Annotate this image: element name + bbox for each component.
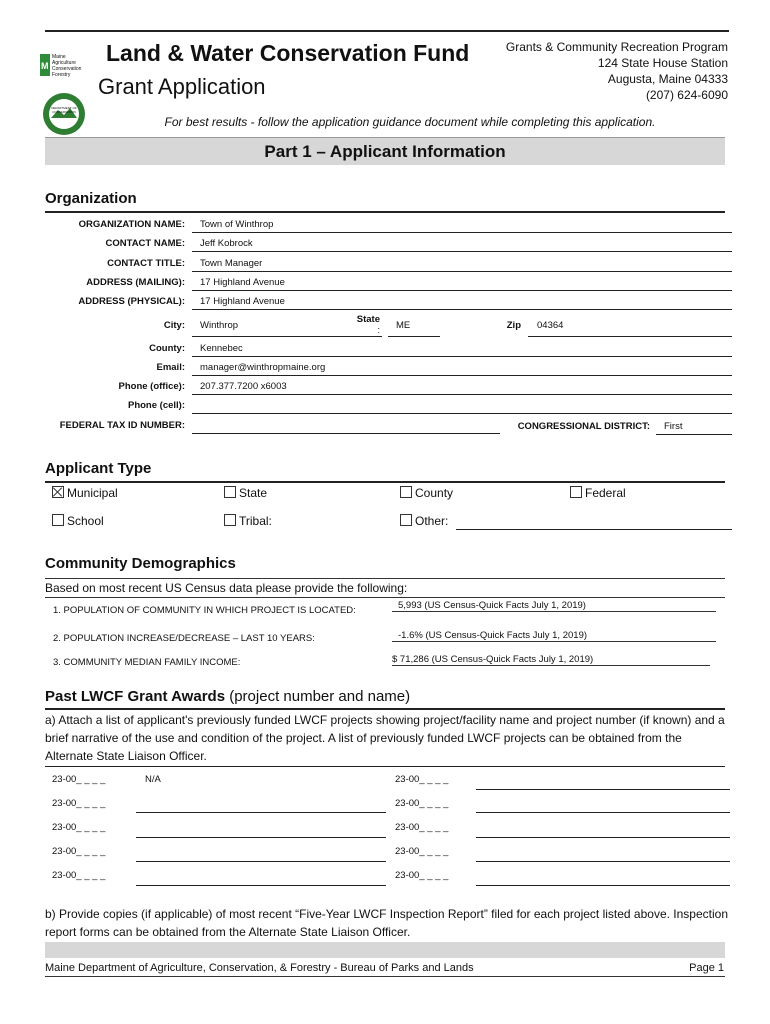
demographics-heading: Community Demographics	[45, 555, 236, 572]
grant-number-label: 23-00_ _ _ _	[395, 774, 449, 785]
phone-line: (207) 624-6090	[645, 88, 728, 102]
zip-field[interactable]: 04364	[537, 320, 564, 331]
field-underline	[192, 232, 732, 233]
grant-name-field[interactable]	[136, 861, 386, 862]
option-label: State	[239, 486, 268, 500]
seal-text: DEPARTMENT OF CONSERVATION	[51, 106, 77, 114]
field-underline	[192, 251, 732, 252]
inspection-report-instructions: b) Provide copies (if applicable) of most recent “Five-Year LWCF Inspection Report” filed for each project listed above. Inspection report forms can be obtained from the Alternate State Liaison Officer.	[45, 907, 728, 939]
applicant-type-county[interactable]	[400, 486, 453, 500]
checkbox-icon[interactable]	[400, 514, 412, 526]
past-awards-instructions: a) Attach a list of applicant's previously funded LWCF projects showing project/facility name and project number (if known) and a brief narrative of the use and condition of the project. A list of previously funded LWCF projects can be obtained from the Alternate State Liaison Officer.	[45, 713, 725, 763]
field-underline	[192, 290, 732, 291]
median-income-question: 3. COMMUNITY MEDIAN FAMILY INCOME:	[53, 657, 241, 668]
program-name: Grants & Community Recreation Program	[505, 40, 728, 54]
field-underline	[192, 433, 500, 434]
physical-address-field[interactable]: 17 Highland Avenue	[200, 296, 285, 307]
demographics-row	[45, 599, 725, 621]
logo-line: Conservation	[52, 66, 82, 72]
grant-number-label: 23-00_ _ _ _	[395, 846, 449, 857]
part-title: Part 1 – Applicant Information	[45, 137, 725, 165]
header-rule	[45, 30, 729, 32]
contact-title-label: CONTACT TITLE:	[107, 258, 185, 269]
address-line: 124 State House Station	[597, 56, 728, 70]
field-underline	[192, 375, 732, 376]
field-underline	[192, 309, 732, 310]
department-seal	[42, 92, 86, 136]
zip-label: Zip	[506, 320, 521, 331]
grant-number-label: 23-00_ _ _ _	[52, 846, 106, 857]
applicant-type-tribal[interactable]	[224, 514, 272, 528]
grant-number-label: 23-00_ _ _ _	[395, 870, 449, 881]
contact-name-label: CONTACT NAME:	[105, 238, 185, 249]
grant-number-label: 23-00_ _ _ _	[395, 798, 449, 809]
city-label: City:	[163, 320, 185, 331]
option-label: Tribal:	[239, 514, 272, 528]
section-rule	[45, 708, 725, 710]
footer-bar	[45, 942, 725, 958]
email-field[interactable]: manager@winthropmaine.org	[200, 362, 326, 373]
option-label: School	[67, 514, 104, 528]
option-label: Municipal	[67, 486, 118, 500]
logo-line: Agriculture	[52, 60, 76, 66]
state-label: State	[356, 314, 380, 325]
county-field[interactable]: Kennebec	[200, 343, 243, 354]
grant-name-field[interactable]	[476, 861, 730, 862]
grant-name-field[interactable]	[476, 837, 730, 838]
congressional-district-label: CONGRESSIONAL DISTRICT:	[517, 421, 650, 432]
checkbox-icon[interactable]	[224, 514, 236, 526]
applicant-type-heading: Applicant Type	[45, 460, 152, 477]
mailing-address-label: ADDRESS (MAILING):	[86, 277, 185, 288]
grant-name-field[interactable]	[136, 812, 386, 813]
congressional-district-field[interactable]: First	[664, 421, 683, 432]
maine-acf-logo	[38, 42, 88, 80]
applicant-type-school[interactable]	[52, 514, 104, 528]
other-type-field[interactable]	[456, 529, 732, 530]
phone-office-field[interactable]: 207.377.7200 x6003	[200, 381, 287, 392]
svg-text:M: M	[41, 61, 49, 71]
grant-number-label: 23-00_ _ _ _	[52, 774, 106, 785]
organization-name-field[interactable]: Town of Winthrop	[200, 219, 274, 230]
population-answer[interactable]: 5,993 (US Census-Quick Facts July 1, 2019)	[392, 601, 716, 612]
mailing-address-field[interactable]: 17 Highland Avenue	[200, 277, 285, 288]
logo-line: Maine	[52, 54, 66, 60]
applicant-type-other[interactable]	[400, 514, 448, 528]
grant-number-label: 23-00_ _ _ _	[395, 822, 449, 833]
physical-address-label: ADDRESS (PHYSICAL):	[78, 296, 185, 307]
field-underline	[192, 271, 732, 272]
demographics-table	[45, 578, 725, 668]
state-label-colon: :	[377, 325, 380, 336]
logo-line: Forestry	[52, 72, 71, 78]
section-rule	[45, 481, 725, 483]
organization-name-label: ORGANIZATION NAME:	[78, 219, 185, 230]
checkbox-icon[interactable]	[52, 514, 64, 526]
grant-name-field[interactable]	[136, 837, 386, 838]
applicant-type-state[interactable]	[224, 486, 267, 500]
field-underline	[528, 336, 732, 337]
field-underline	[192, 413, 732, 414]
checkbox-checked-icon[interactable]	[52, 486, 64, 498]
phone-office-label: Phone (office):	[118, 381, 185, 392]
form-title: Land & Water Conservation Fund	[106, 40, 470, 66]
option-label: County	[415, 486, 454, 500]
checkbox-icon[interactable]	[570, 486, 582, 498]
email-label: Email:	[156, 362, 185, 373]
checkbox-icon[interactable]	[224, 486, 236, 498]
applicant-type-federal[interactable]	[570, 486, 626, 500]
median-income-answer[interactable]: $ 71,286 (US Census-Quick Facts July 1, 2019)	[392, 655, 710, 666]
contact-title-field[interactable]: Town Manager	[200, 258, 263, 269]
demographics-row	[45, 651, 725, 673]
grant-number-label: 23-00_ _ _ _	[52, 870, 106, 881]
page-number: Page 1	[689, 962, 724, 974]
address-line: Augusta, Maine 04333	[607, 72, 728, 86]
grant-number-label: 23-00_ _ _ _	[52, 798, 106, 809]
demographics-row	[45, 627, 725, 649]
past-awards-heading: Past LWCF Grant Awards	[45, 688, 226, 705]
county-label: County:	[149, 343, 185, 354]
grant-number-label: 23-00_ _ _ _	[52, 822, 106, 833]
organization-heading: Organization	[45, 190, 137, 207]
grant-name-field[interactable]	[476, 885, 730, 886]
population-question: 1. POPULATION OF COMMUNITY IN WHICH PROJECT IS LOCATED:	[53, 605, 356, 616]
section-divider	[45, 766, 725, 767]
demographics-intro: Based on most recent US Census data please provide the following:	[45, 579, 725, 598]
population-change-question: 2. POPULATION INCREASE/DECREASE – LAST 10 YEARS:	[53, 633, 315, 644]
field-underline	[192, 336, 382, 337]
footer-department: Maine Department of Agriculture, Conservation, & Forestry - Bureau of Parks and Lands	[45, 962, 474, 974]
form-subtitle: Grant Application	[98, 74, 266, 99]
contact-name-field[interactable]: Jeff Kobrock	[200, 238, 253, 249]
option-label: Other:	[415, 514, 449, 528]
checkbox-icon[interactable]	[400, 486, 412, 498]
past-awards-heading-note: (project number and name)	[229, 688, 411, 705]
section-rule	[45, 211, 725, 213]
grant-name-field[interactable]	[476, 789, 730, 790]
tax-id-label: FEDERAL TAX ID NUMBER:	[59, 420, 185, 431]
field-underline	[192, 394, 732, 395]
option-label: Federal	[585, 486, 626, 500]
population-change-answer[interactable]: -1.6% (US Census-Quick Facts July 1, 2019)	[392, 631, 716, 642]
phone-cell-label: Phone (cell):	[127, 400, 185, 411]
grant-name-field[interactable]	[476, 812, 730, 813]
state-field[interactable]: ME	[396, 320, 411, 331]
guidance-note: For best results - follow the application guidance document while completing this application.	[164, 115, 656, 129]
footer-rule	[45, 976, 725, 977]
field-underline	[192, 356, 732, 357]
field-underline	[656, 434, 732, 435]
grant-name-field[interactable]	[136, 885, 386, 886]
field-underline	[388, 336, 440, 337]
applicant-type-municipal[interactable]	[52, 486, 118, 500]
grant-name-field[interactable]: N/A	[145, 774, 161, 785]
city-field[interactable]: Winthrop	[200, 320, 239, 331]
